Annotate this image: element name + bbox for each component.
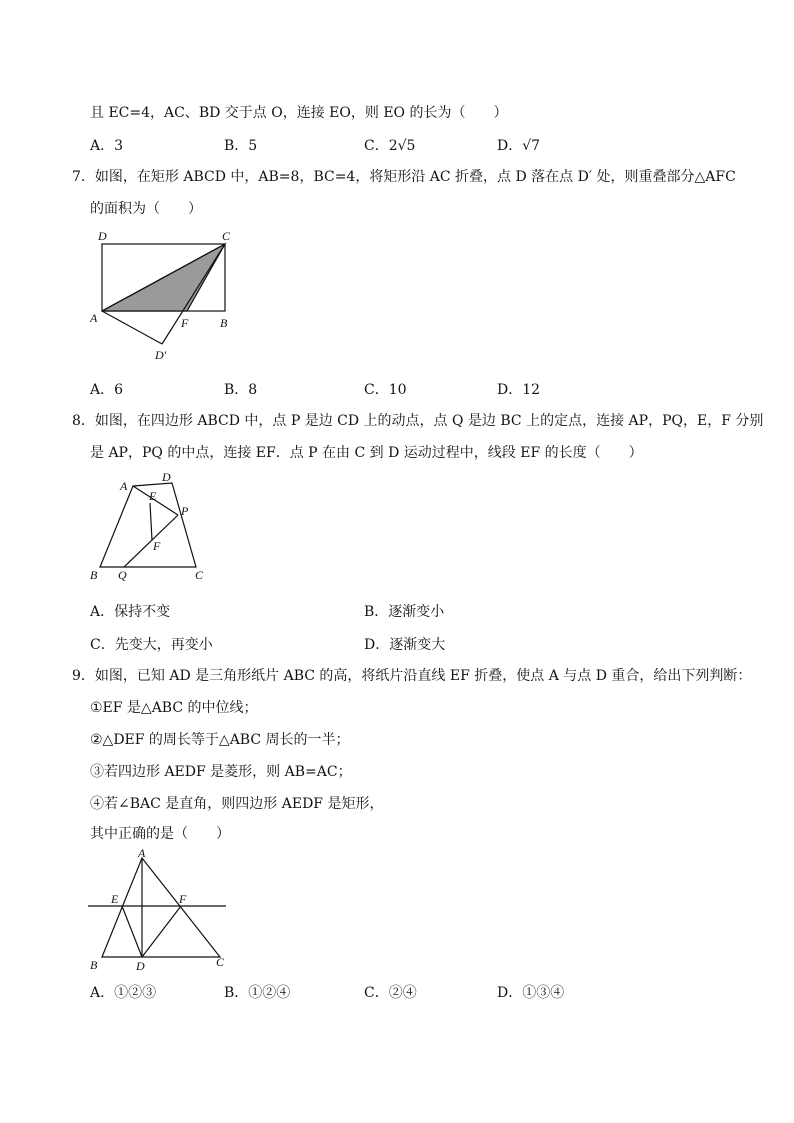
q8-option-c[interactable]: C．先变大，再变小 bbox=[90, 637, 213, 653]
q8-segment-ap bbox=[133, 486, 178, 515]
q9-label-d: D bbox=[136, 959, 145, 973]
q8-option-d[interactable]: D．逐渐变大 bbox=[364, 637, 446, 653]
q7-diagonal-ac bbox=[102, 244, 225, 311]
q8-option-a[interactable]: A．保持不变 bbox=[90, 604, 171, 620]
q9-triangle-abc bbox=[102, 858, 220, 957]
q9-option-b[interactable]: B．①②④ bbox=[224, 985, 291, 1001]
q7-label-a: A bbox=[90, 311, 98, 325]
q8-label-a: A bbox=[120, 479, 128, 493]
q9-segment-fd bbox=[142, 906, 181, 957]
q7-fold-cd bbox=[162, 244, 225, 344]
q9-ask: 其中正确的是（ ） bbox=[90, 826, 230, 842]
q9-label-f: F bbox=[179, 892, 187, 906]
q7-option-c[interactable]: C．10 bbox=[364, 382, 407, 398]
q8-label-p: P bbox=[181, 504, 189, 518]
q9-option-a[interactable]: A．①②③ bbox=[90, 985, 157, 1001]
q6-option-b[interactable]: B．5 bbox=[224, 138, 258, 154]
q9-segment-ed bbox=[122, 906, 142, 957]
q8-option-b[interactable]: B．逐渐变小 bbox=[364, 604, 445, 620]
q8-label-d: D bbox=[162, 470, 171, 484]
q9-statement-3: ③若四边形 AEDF 是菱形，则 AB=AC； bbox=[90, 764, 352, 780]
q9-label-a: A bbox=[138, 846, 146, 860]
q9-option-d[interactable]: D．①③④ bbox=[497, 985, 565, 1001]
q9-label-b: B bbox=[90, 958, 98, 972]
q8-label-f: F bbox=[153, 539, 161, 553]
q6-option-c[interactable]: C．2√5 bbox=[364, 138, 416, 154]
q9-statement-2: ②△DEF 的周长等于△ABC 周长的一半； bbox=[90, 732, 350, 748]
q7-label-b: B bbox=[220, 316, 228, 330]
q8-segment-pq bbox=[124, 515, 178, 567]
q8-label-b: B bbox=[90, 568, 98, 582]
q7-option-d[interactable]: D．12 bbox=[497, 382, 541, 398]
q9-label-e: E bbox=[111, 892, 119, 906]
q7-shaded-triangle bbox=[102, 244, 225, 311]
q7-stem-line1: 7．如图，在矩形 ABCD 中，AB=8，BC=4，将矩形沿 AC 折叠，点 D 落在点 D′ 处，则重叠部分△AFC bbox=[72, 169, 736, 185]
q8-label-e: E bbox=[149, 489, 157, 503]
q8-segment-ef bbox=[150, 503, 152, 540]
q7-label-d: D bbox=[98, 229, 107, 243]
q9-statement-1: ①EF 是△ABC 的中位线； bbox=[90, 700, 258, 716]
q9-label-c: C bbox=[216, 955, 225, 969]
q8-stem-line2: 是 AP，PQ 的中点，连接 EF．点 P 在由 C 到 D 运动过程中，线段 EF 的长度（ ） bbox=[90, 445, 643, 461]
q9-statement-4: ④若∠BAC 是直角，则四边形 AEDF 是矩形， bbox=[90, 796, 384, 812]
q6-option-d[interactable]: D．√7 bbox=[497, 138, 541, 154]
q7-label-c: C bbox=[222, 229, 231, 243]
q8-quadrilateral bbox=[100, 483, 196, 567]
q6-stem-cont: 且 EC=4，AC、BD 交于点 O，连接 EO，则 EO 的长为（ ） bbox=[90, 105, 508, 121]
q7-option-b[interactable]: B．8 bbox=[224, 382, 258, 398]
q7-fold-ad bbox=[102, 311, 162, 344]
q9-stem-line1: 9．如图，已知 AD 是三角形纸片 ABC 的高，将纸片沿直线 EF 折叠，使点 A 与点 D 重合，给出下列判断： bbox=[72, 668, 752, 684]
q8-label-q: Q bbox=[118, 568, 127, 582]
q7-rectangle bbox=[102, 244, 225, 311]
q7-stem-line2: 的面积为（ ） bbox=[90, 201, 202, 217]
q7-label-dprime: D′ bbox=[155, 348, 167, 362]
q7-label-f: F bbox=[181, 316, 189, 330]
q7-option-a[interactable]: A．6 bbox=[90, 382, 124, 398]
q8-stem-line1: 8．如图，在四边形 ABCD 中，点 P 是边 CD 上的动点，点 Q 是边 BC 上的定点，连接 AP，PQ，E，F 分别 bbox=[72, 413, 764, 429]
q8-label-c: C bbox=[195, 568, 204, 582]
q9-option-c[interactable]: C．②④ bbox=[364, 985, 417, 1001]
q6-option-a[interactable]: A．3 bbox=[90, 138, 124, 154]
